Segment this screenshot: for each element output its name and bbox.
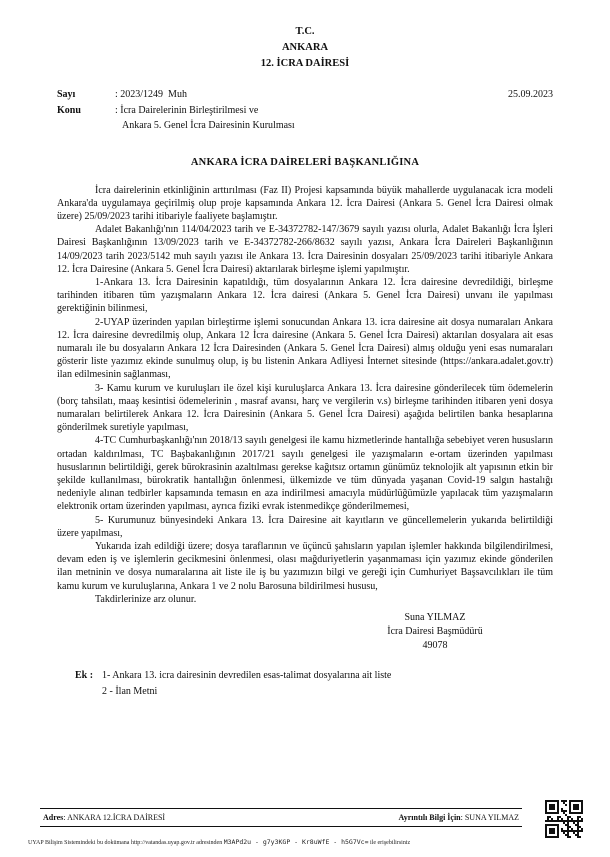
konu-value-line1: : İcra Dairelerinin Birleştirilmesi ve — [115, 104, 259, 116]
footer-contact-bar — [40, 808, 522, 827]
qr-code-icon — [545, 800, 583, 838]
meta-row-sayi — [57, 87, 553, 103]
body-paragraph: İcra dairelerinin etkinliğinin arttırılması (Faz II) Projesi kapsamında büyük mahallerde uygulanacak icra modeli Ankara'da uygulamaya geçirilmiş olup proje kapsamında Ankara 12. İcra Dairesi (Ankara 5. Genel İcra Dairesi olmak üzere) 25/09/2023 tarihi itibariyle faaliyete başlamıştır. — [57, 184, 553, 222]
sayi-label: Sayı — [57, 89, 76, 100]
signer-name: Suna YILMAZ — [404, 612, 466, 623]
letter-body — [57, 184, 553, 607]
footer-address: Adres: ANKARA 12.İCRA DAİRESİ — [43, 813, 166, 822]
body-paragraph: 3- Kamu kurum ve kuruluşları ile özel kişi kuruluşlarca Ankara 13. İcra dairesine gönderilecek tüm ödemelerin (borç tahsilatı, maaş kesintisi ödemelerinin , masraf avansı, harç ve vergilerin v.s) birleşme tarihinden itibaren yeni dosya numaraları belirtilerek Ankara 12. İcra Dairesinin (Ankara 5. Genel İcra Dairesi) aşağıda belirtilen banka hesaplarına gönderilmek suretiyle yapılması, — [57, 382, 553, 434]
footer-contact-person: Ayrıntılı Bilgi İçin: SUNA YILMAZ — [398, 813, 519, 822]
attachments-block — [75, 668, 553, 699]
footer-contact-label: Ayrıntılı Bilgi İçin — [398, 813, 461, 822]
body-paragraph: 4-TC Cumhurbaşkanlığı'nın 2018/13 sayılı genelgesi ile kamu hizmetlerinde hantallığa sebebiyet veren hususların ortadan kaldırılması, TC Başbakanlığının 2017/21 sayılı genelgesi ile yazışmaların e-ortam üzerinden yapılması hususlarının belirtildiği, gerek bürokrasinin azaltılması gerekse kağıtsız ortamın günümüz teknolojik alt yapısının etkin bir şekilde kullanılması, bürokratik hantallığın önlenmesi, ülkemizde ve tüm dünyada yaşanan Covid-19 salgın hastalığı nedeniyle alınan tedbirler kapsamında temasın en aza indirilmesi amacıyla müdürlüğümüzle yapılacak tüm yazışmaların elektronik ortam üzerinden yapılması, ayrıca fiziki evrak istenmedikçe gönderilmemesi, — [57, 435, 553, 513]
signature-block — [325, 611, 545, 653]
konu-label: Konu — [57, 104, 81, 116]
document-meta — [57, 87, 553, 134]
recipient-title: ANKARA İCRA DAİRELERİ BAŞKANLIĞINA — [190, 156, 420, 168]
attachments-list — [102, 668, 391, 699]
meta-row-konu — [57, 103, 553, 119]
letterhead-city: ANKARA — [281, 42, 329, 53]
attachment-item: 1- Ankara 13. icra dairesinin devredilen esas-talimat dosyalarına ait liste — [102, 670, 392, 681]
letterhead-office: 12. İCRA DAİRESİ — [260, 58, 350, 69]
signer-title: İcra Dairesi Başmüdürü — [387, 626, 483, 637]
letterhead-tc: T.C. — [295, 26, 315, 37]
attachments-label: Ek : — [75, 670, 94, 681]
body-paragraph: 5- Kurumunuz bünyesindeki Ankara 13. İcra Dairesine ait kayıtların ve güncellemelerin yukarıda belirtildiği üzere yapılması, — [57, 514, 553, 539]
uyap-verification-code: M3APd2u - g7y3KGP - Kr8uWfE - h5G7Vc= — [223, 838, 369, 846]
footer-address-label: Adres — [43, 813, 64, 822]
konu-value-line2: Ankara 5. Genel İcra Dairesinin Kurulması — [122, 120, 295, 131]
letterhead — [57, 24, 553, 72]
uyap-verification-line: UYAP Bilişim Sistemindeki bu dokümana http://vatandas.uyap.gov.tr adresinden M3APd2u - g7y3KGP - Kr8uWfE - h5G7Vc= ile erişebilirsiniz — [28, 838, 411, 846]
document-date: 25.09.2023 — [508, 89, 553, 100]
body-paragraph: Adalet Bakanlığı'nın 114/04/2023 tarih ve E-34372782-147/3679 sayılı yazısı olurla, Adalet Bakanlığı İcra İşleri Dairesi Başkanlığının 13/09/2023 tarih ve E-34372782-266/8632 sayılı yazısı, Ankara İcra Daireleri Başkanlığının 14/09/2023 tarih 2023/5142 muh sayılı yazısı ile Ankara 13. İcra Dairesinin dosyaları 25/09/2023 tarihi itibariyle Ankara 12. İcra Dairesine (Ankara 5. Genel İcra Dairesi) aktarılarak birleşme işlemi yapılmıştır. — [57, 224, 553, 275]
body-paragraph: Yukarıda izah edildiği üzere; dosya taraflarının ve üçüncü şahısların yapılan işlemler hakkında bilgilendirilmesi, devam eden iş ve işlemlerin gecikmesini önlenmesi, olası mağduriyetlerin yaşanmaması için yazımız ekinde gönderilen ilan metninin ve dosya numaralarına ait liste ile iş bu yazımızın bilgi ve gereği için Cumhuriyet Başsavcılıkları ile tüm kamu kurum ve kuruluşlarına, Ankara 1 ve 2 nolu Barosuna bildirilmesi hususu, — [57, 540, 553, 592]
signer-registry-number: 49078 — [422, 640, 448, 651]
body-paragraph: 2-UYAP üzerinden yapılan birleştirme işlemi sonucundan Ankara 13. icra dairesine ait dosya numaraları Ankara 12. İcra dairesine devredilmiş olup, Ankara 12 İcra dairesine (Ankara 5. Genel İcra Dairesi) aktarılan dosyalara ait esas numaralı ile bu dosyaların Ankara 12 İcra Dairesinden (Ankara 5. Genel İcra Dairesi) almış olduğu yeni esas numaraları gösterir liste yazımız ekinde sunulmuş olup, iş bu listenin Ankara Adliyesi İnternet sitesinde (https://ankara.adalet.gov.tr) ilan edilmesinin sağlanması, — [57, 316, 553, 381]
attachment-item: 2 - İlan Metni — [102, 685, 158, 697]
closing-line: Takdirlerinize arz olunur. — [95, 593, 197, 605]
body-paragraph: 1-Ankara 13. İcra Dairesinin kapatıldığı, tüm dosyalarının Ankara 12. İcra dairesine devredildiği, birleşme tarihinden itibaren tüm yazışmaların Ankara 12. İcra dairesi (Ankara 5. Genel İcra Dairesi) unvanı ile yapılması gerektiğinin bilinmesi, — [57, 276, 553, 315]
sayi-value: : 2023/1249 Muh — [115, 89, 187, 100]
meta-row-konu-line2 — [57, 118, 553, 134]
